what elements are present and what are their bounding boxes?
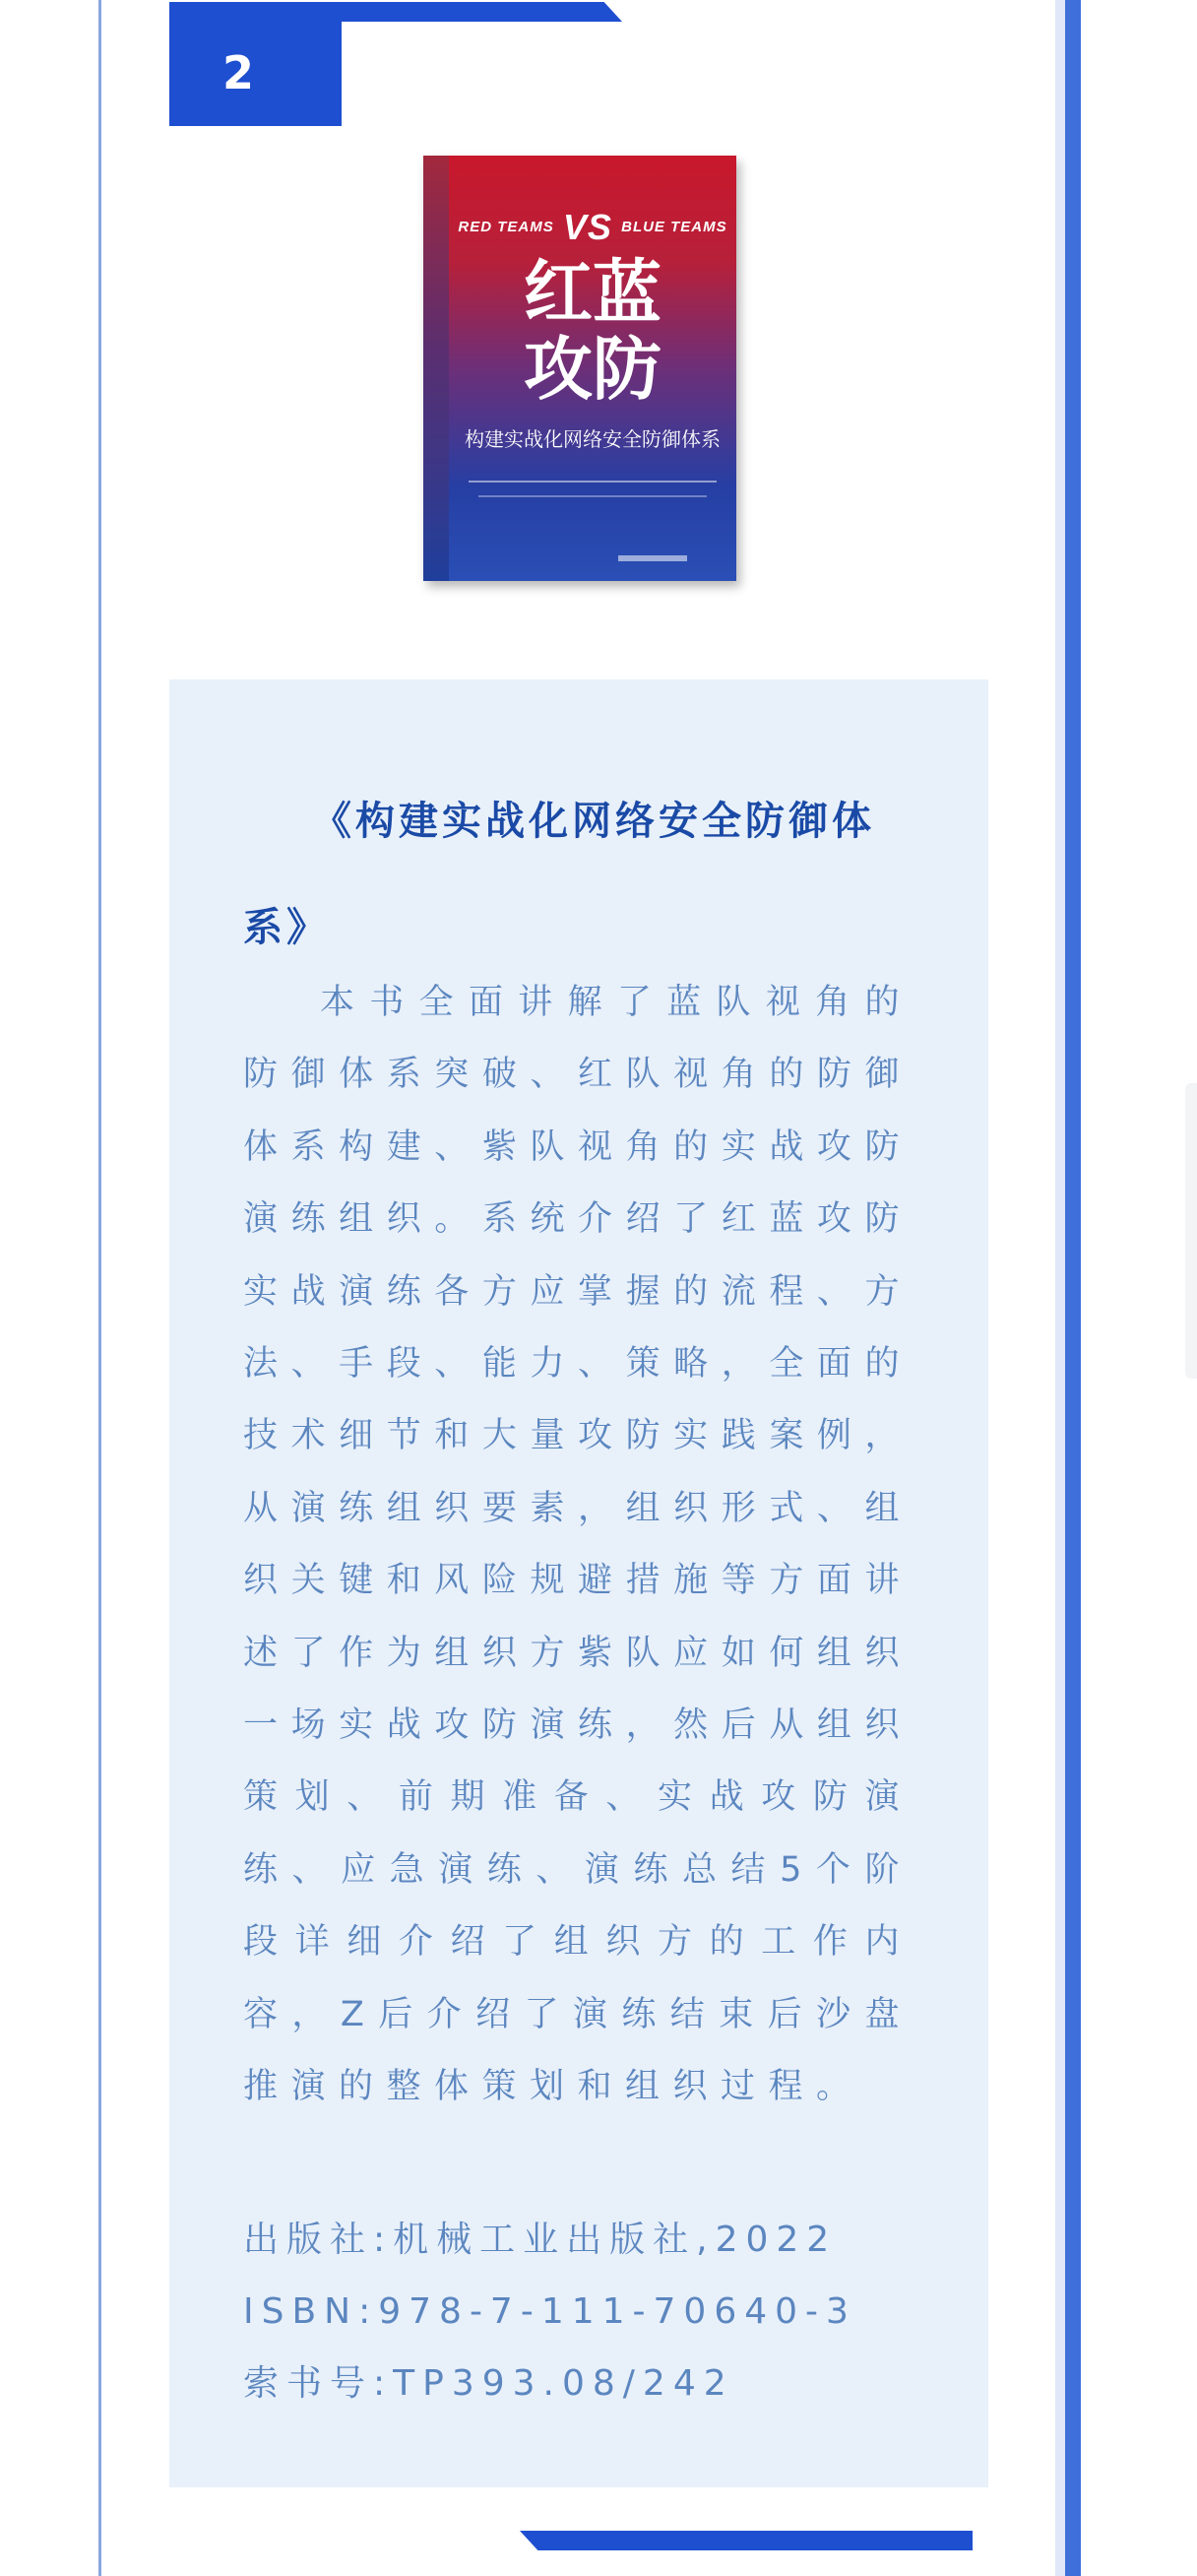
- cover-red-teams: RED TEAMS: [458, 218, 554, 235]
- section-number-badge: [169, 20, 342, 126]
- right-frame-bar: [1065, 0, 1081, 2576]
- call-number-line: 索书号:TP393.08/242: [243, 2363, 734, 2404]
- cover-publisher-logo: [618, 555, 687, 561]
- book-metadata: [243, 2204, 952, 2419]
- book-cover-front: [449, 156, 736, 581]
- cover-blue-teams: BLUE TEAMS: [621, 218, 727, 235]
- book-cover-spine: [423, 156, 449, 581]
- cover-fine-print-line: [469, 481, 717, 483]
- cover-vs: VS: [562, 207, 612, 247]
- right-frame-shade: [1055, 0, 1065, 2576]
- cover-subtitle: 构建实战化网络安全防御体系: [465, 427, 721, 451]
- book-cover-image: [423, 156, 736, 581]
- cover-fine-print-line: [478, 495, 707, 497]
- isbn-line: ISBN:978-7-111-70640-3: [243, 2291, 856, 2332]
- section-number: 2: [222, 46, 255, 99]
- book-info-card: [169, 679, 988, 2487]
- cover-title-line-2: 攻防: [524, 329, 662, 410]
- cover-teams-line: [449, 207, 736, 248]
- cover-title-line-1: 红蓝: [524, 252, 662, 333]
- scroll-indicator[interactable]: [1185, 1083, 1197, 1379]
- cover-title: [449, 254, 736, 408]
- publisher-line: 出版社:机械工业出版社,2022: [243, 2220, 838, 2260]
- section-header-stripe: [169, 2, 622, 22]
- section-footer-stripe: [520, 2531, 973, 2550]
- left-frame-line: [98, 0, 101, 2576]
- book-description: 本书全面讲解了蓝队视角的防御体系突破、红队视角的防御体系构建、紫队视角的实战攻防演练组织。系统介绍了红蓝攻防实战演练各方应掌握的流程、方法、手段、能力、策略，全面的技术细节和大量攻防实践案例，从演练组织要素，组织形式、组织关键和风险规避措施等方面讲述了作为组织方紫队应如何组织一场实战攻防演练，然后从组织策划、前期准备、实战攻防演练、应急演练、演练总结5个阶段详细介绍了组织方的工作内容，Z后介绍了演练结束后沙盘推演的整体策划和组织过程。: [243, 983, 913, 2107]
- book-title: 《构建实战化网络安全防御体系》: [243, 799, 875, 950]
